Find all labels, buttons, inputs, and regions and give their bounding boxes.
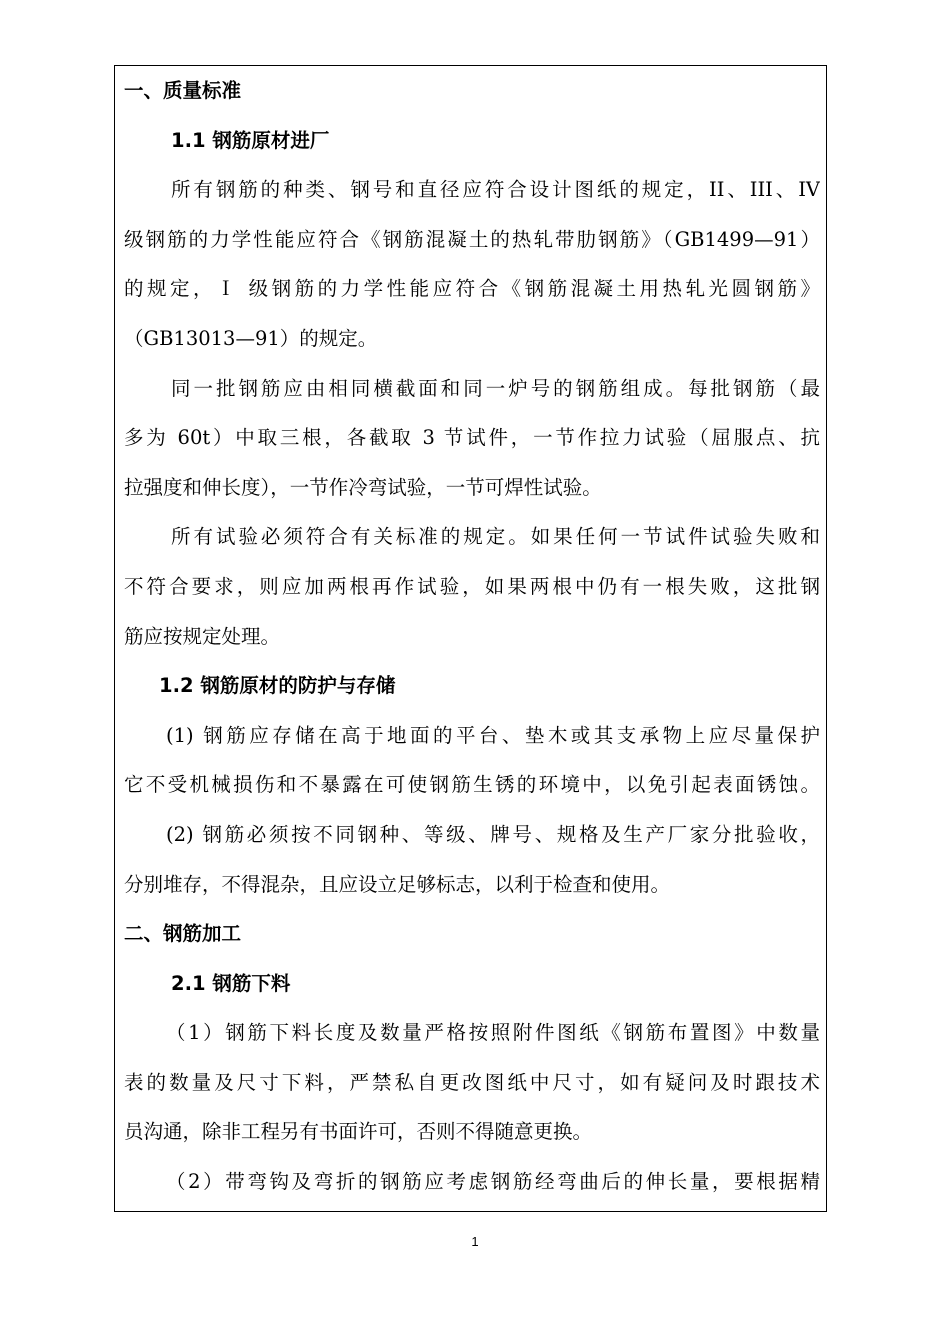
paragraph-line: 所有试验必须符合有关标准的规定。如果任何一节试件试验失败和: [171, 525, 820, 549]
paragraph-line: 同一批钢筋应由相同横截面和同一炉号的钢筋组成。每批钢筋（最: [171, 376, 820, 400]
paragraph-line: 的规定，Ｉ 级钢筋的力学性能应符合《钢筋混凝土用热轧光圆钢筋》: [124, 277, 820, 301]
list-item-line: （1）钢筋下料长度及数量严格按照附件图纸《钢筋布置图》中数量: [166, 1021, 820, 1045]
page-number: 1: [471, 1234, 479, 1249]
subsection-heading-1-2: 1.2 钢筋原材的防护与存储: [159, 674, 396, 698]
document-frame: [114, 65, 827, 1212]
paragraph-line: 员沟通，除非工程另有书面许可，否则不得随意更换。: [124, 1120, 593, 1144]
subsection-heading-1-1: 1.1 钢筋原材进厂: [171, 128, 330, 152]
paragraph-line: 筋应按规定处理。: [124, 624, 281, 648]
paragraph-line: 级钢筋的力学性能应符合《钢筋混凝土的热轧带肋钢筋》（GB1499—91）: [124, 227, 820, 251]
paragraph-line: 不符合要求，则应加两根再作试验，如果两根中仍有一根失败，这批钢: [124, 574, 820, 598]
paragraph-line: 拉强度和伸长度），一节作冷弯试验，一节可焊性试验。: [124, 475, 602, 499]
paragraph-line: 多为 60t）中取三根，各截取 3 节试件，一节作拉力试验（屈服点、抗: [124, 426, 820, 450]
paragraph-line: 表的数量及尺寸下料，严禁私自更改图纸中尺寸，如有疑问及时跟技术: [124, 1070, 820, 1094]
paragraph-line: 它不受机械损伤和不暴露在可使钢筋生锈的环境中，以免引起表面锈蚀。: [124, 773, 820, 797]
paragraph-line: 所有钢筋的种类、钢号和直径应符合设计图纸的规定，II、III、IV: [171, 178, 820, 202]
document-body: [124, 66, 820, 1207]
list-item-line: （2）带弯钩及弯折的钢筋应考虑钢筋经弯曲后的伸长量，要根据精: [166, 1170, 820, 1194]
paragraph-line: （GB13013—91）的规定。: [124, 326, 378, 350]
list-item-line: (1) 钢筋应存储在高于地面的平台、垫木或其支承物上应尽量保护: [166, 723, 820, 747]
section-heading-quality: 一、质量标准: [124, 79, 242, 102]
subsection-heading-2-1: 2.1 钢筋下料: [171, 971, 291, 995]
section-heading-processing: 二、钢筋加工: [124, 922, 242, 946]
list-item-line: (2) 钢筋必须按不同钢种、等级、牌号、规格及生产厂家分批验收，: [166, 822, 820, 846]
paragraph-line: 分别堆存，不得混杂，且应设立足够标志，以利于检查和使用。: [124, 872, 671, 896]
